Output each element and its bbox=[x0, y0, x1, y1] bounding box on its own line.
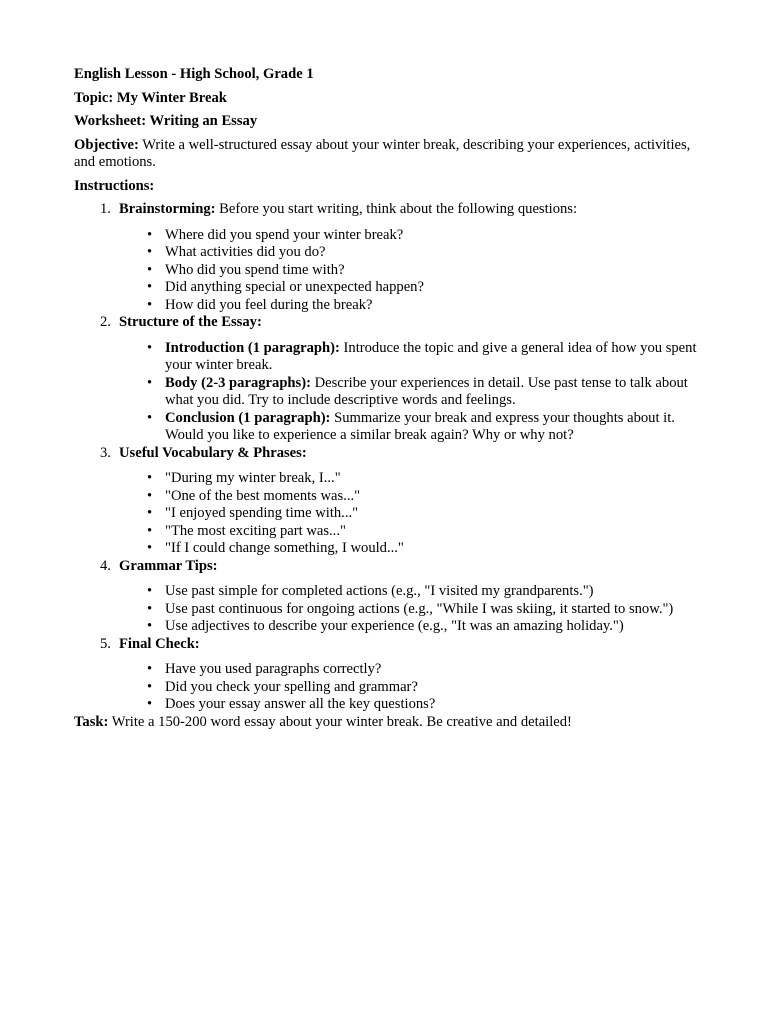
worksheet-line bbox=[74, 113, 698, 131]
final-check-items bbox=[119, 661, 698, 714]
list-item: • "The most exciting part was..." bbox=[165, 523, 698, 541]
step-heading bbox=[119, 558, 698, 576]
instruction-steps bbox=[74, 201, 698, 714]
list-item: • "If I could change something, I would..." bbox=[165, 540, 698, 558]
step-title: Brainstorming: bbox=[119, 201, 216, 217]
task-text: Write a 150-200 word essay about your winter break. Be creative and detailed! bbox=[111, 713, 572, 730]
step-number: 1. bbox=[100, 201, 111, 217]
step-title: Useful Vocabulary & Phrases: bbox=[119, 444, 307, 461]
step-title: Final Check: bbox=[119, 635, 200, 652]
step-number: 3. bbox=[100, 444, 111, 461]
list-item: • Does your essay answer all the key questions? bbox=[165, 696, 698, 714]
list-item: • "I enjoyed spending time with..." bbox=[165, 505, 698, 523]
objective-label: Objective: bbox=[74, 136, 139, 153]
list-item: • Where did you spend your winter break? bbox=[165, 227, 698, 245]
worksheet-page bbox=[74, 66, 698, 737]
step-brainstorming bbox=[100, 201, 698, 314]
task-label: Task: bbox=[74, 713, 109, 730]
item-bold: Conclusion (1 paragraph): bbox=[165, 409, 331, 426]
list-item: • Use past simple for completed actions (e.g., "I visited my grandparents.") bbox=[165, 583, 698, 601]
step-structure bbox=[100, 314, 698, 445]
step-heading bbox=[119, 201, 698, 219]
objective-text: Write a well-structured essay about your winter break, describing your experiences, activities, and emotions. bbox=[74, 136, 691, 170]
step-final-check bbox=[100, 635, 698, 714]
item-bold: Body (2-3 paragraphs): bbox=[165, 374, 311, 391]
step-heading bbox=[119, 636, 698, 654]
list-item bbox=[165, 410, 698, 445]
list-item: • How did you feel during the break? bbox=[165, 297, 698, 315]
list-item: • What activities did you do? bbox=[165, 244, 698, 262]
list-item: • Have you used paragraphs correctly? bbox=[165, 661, 698, 679]
step-grammar bbox=[100, 557, 698, 636]
instructions-label: Instructions: bbox=[74, 177, 155, 194]
instructions-heading bbox=[74, 178, 698, 196]
step-title: Structure of the Essay: bbox=[119, 314, 262, 330]
objective-paragraph bbox=[74, 137, 698, 172]
vocabulary-items bbox=[119, 470, 698, 558]
step-heading bbox=[119, 445, 698, 463]
worksheet-value: Writing an Essay bbox=[149, 113, 258, 129]
step-title: Grammar Tips: bbox=[119, 557, 218, 574]
list-item: • Did you check your spelling and grammar? bbox=[165, 679, 698, 697]
step-heading bbox=[119, 314, 698, 332]
item-text: Summarize your break and express your thoughts about it. Would you like to experience a similar break again? Why or why not? bbox=[165, 409, 675, 443]
list-item: • Use past continuous for ongoing actions (e.g., "While I was skiing, it started to snow.") bbox=[165, 601, 698, 619]
step-number: 5. bbox=[100, 635, 111, 652]
step-number: 2. bbox=[100, 314, 111, 330]
lesson-label: English Lesson - High School, Grade 1 bbox=[74, 66, 314, 82]
list-item bbox=[165, 375, 698, 410]
item-text: Describe your experiences in detail. Use past tense to talk about what you did. Try to include descriptive words and feelings. bbox=[165, 374, 688, 408]
step-number: 4. bbox=[100, 557, 111, 574]
step-vocabulary bbox=[100, 444, 698, 558]
worksheet-label: Worksheet: bbox=[74, 113, 147, 129]
list-item: • "During my winter break, I..." bbox=[165, 470, 698, 488]
list-item bbox=[165, 340, 698, 375]
brainstorm-questions bbox=[119, 227, 698, 315]
list-item: • Did anything special or unexpected happen? bbox=[165, 279, 698, 297]
structure-items bbox=[119, 340, 698, 445]
topic-label: Topic: bbox=[74, 89, 114, 106]
lesson-heading bbox=[74, 66, 698, 84]
grammar-items bbox=[119, 583, 698, 636]
item-bold: Introduction (1 paragraph): bbox=[165, 339, 340, 356]
topic-line bbox=[74, 90, 698, 108]
step-text: Before you start writing, think about the following questions: bbox=[219, 201, 578, 217]
list-item: • Use adjectives to describe your experience (e.g., "It was an amazing holiday.") bbox=[165, 618, 698, 636]
list-item: • Who did you spend time with? bbox=[165, 262, 698, 280]
task-paragraph bbox=[74, 714, 698, 732]
list-item: • "One of the best moments was..." bbox=[165, 488, 698, 506]
topic-value: My Winter Break bbox=[116, 89, 227, 106]
item-text: Introduce the topic and give a general idea of how you spent your winter break. bbox=[165, 339, 697, 373]
